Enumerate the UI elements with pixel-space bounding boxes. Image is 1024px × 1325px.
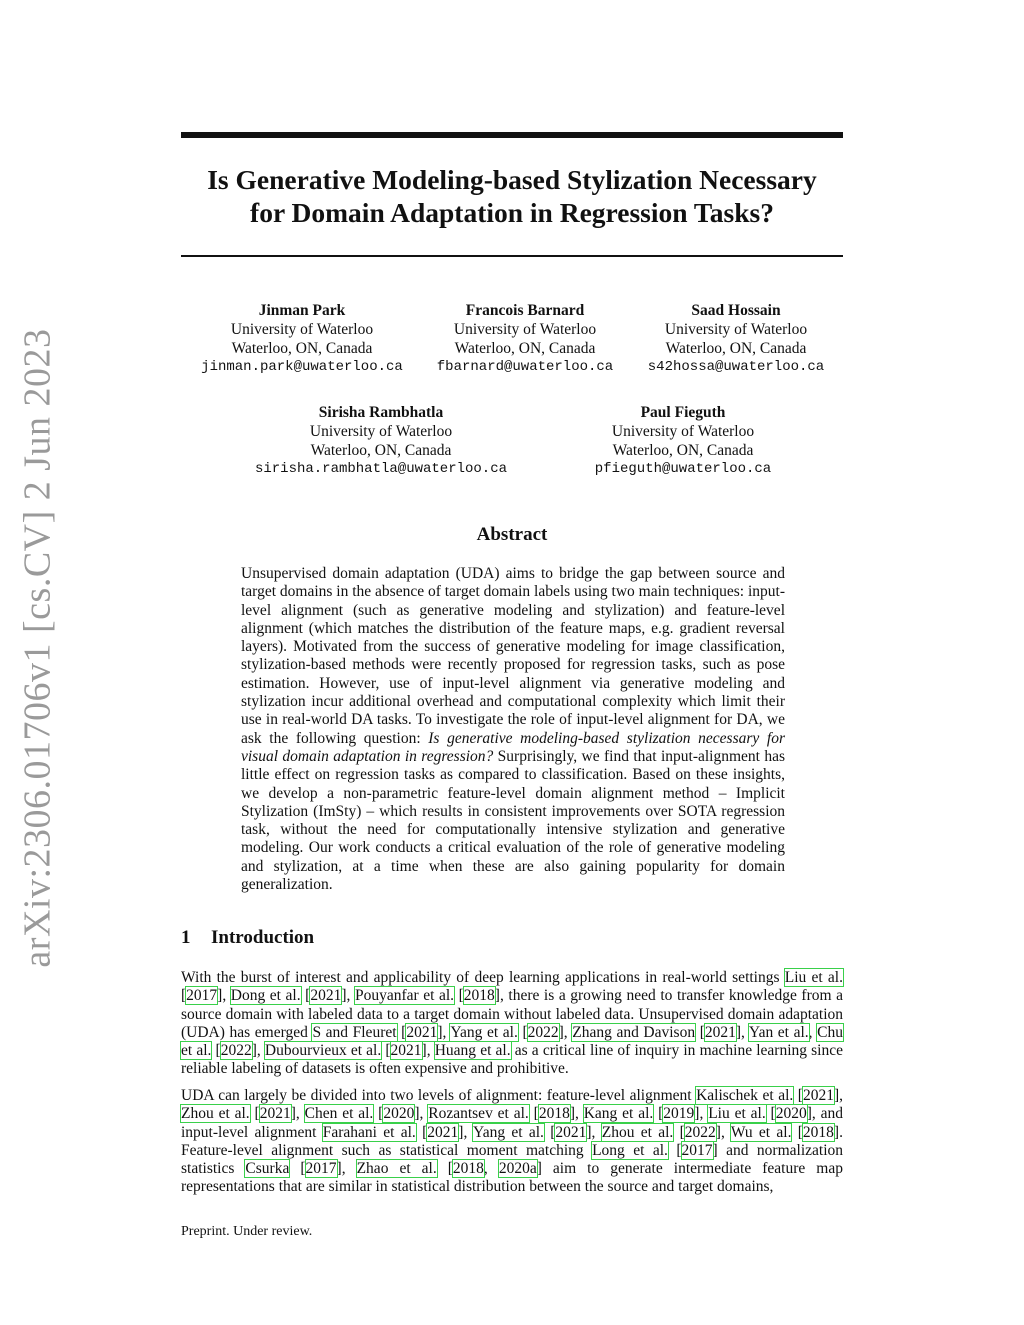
paragraph-text: ], bbox=[251, 1042, 265, 1060]
author-name: Jinman Park bbox=[258, 302, 346, 319]
citation-link[interactable]: Zhao et al. bbox=[356, 1160, 437, 1178]
paragraph-text: ] aim to generate intermediate feature map representations that are similar in statistical distribution between the source and target domains, bbox=[181, 1160, 843, 1196]
author-location: Waterloo, ON, Canada bbox=[454, 340, 596, 357]
abstract-text-a: Unsupervised domain adaptation (UDA) aims to bridge the gap between source and target domains in the absence of target domain labels using two main techniques: input-level alignment (such as generative modeling and stylization) and feature-level alignment (which matches the distribution of the feature maps, e.g. gradient reversal layers). Motivated from the success of generative modeling for image classification, stylization-based methods were recently proposed for regression tasks, such as pose estimation. However, use of input-level alignment via generative modeling and stylization incur additional overhead and computational complexity which limit their use in real-world DA tasks. To investigate the role of input-level alignment for DA, we ask the following question: bbox=[241, 565, 785, 747]
citation-link[interactable]: 2017 bbox=[305, 1160, 337, 1178]
author-name: Francois Barnard bbox=[465, 302, 585, 319]
citation-link[interactable]: Csurka bbox=[245, 1160, 290, 1178]
paper-title bbox=[181, 163, 843, 229]
paragraph-text: ], bbox=[336, 1160, 357, 1178]
paragraph-text: [ bbox=[396, 1023, 407, 1041]
author-location: Waterloo, ON, Canada bbox=[231, 340, 373, 357]
author-email: pfieguth@uwaterloo.ca bbox=[594, 461, 772, 477]
author-location: Waterloo, ON, Canada bbox=[665, 340, 807, 357]
citation-link[interactable]: Yang et al. bbox=[450, 1023, 518, 1041]
author-name: Paul Fieguth bbox=[640, 404, 726, 421]
citation-link[interactable]: 2020 bbox=[775, 1105, 807, 1123]
citation-link[interactable]: 2020a bbox=[498, 1160, 537, 1178]
citation-link[interactable]: Kalischek et al. bbox=[696, 1087, 794, 1104]
citation-link[interactable]: 2022 bbox=[684, 1123, 716, 1141]
title-rule-top bbox=[181, 132, 843, 138]
citation-link[interactable]: Liu et al. bbox=[784, 969, 843, 986]
paragraph-text: [ bbox=[673, 1123, 685, 1141]
author-block bbox=[191, 301, 413, 377]
citation-link[interactable]: S and Fleuret bbox=[312, 1023, 397, 1041]
paragraph-text: [ bbox=[289, 1160, 306, 1178]
paragraph-text: [ bbox=[249, 1105, 260, 1123]
citation-link[interactable]: 2021 bbox=[555, 1123, 587, 1141]
citation-link[interactable]: 2022 bbox=[220, 1042, 252, 1060]
citation-link[interactable]: Dubourvieux et al. bbox=[264, 1042, 382, 1060]
author-location: Waterloo, ON, Canada bbox=[310, 442, 452, 459]
paragraph-text: [ bbox=[373, 1105, 384, 1123]
citation-link[interactable]: Zhou et al. bbox=[601, 1123, 674, 1141]
intro-paragraph-1 bbox=[181, 969, 843, 1079]
citation-link[interactable]: Huang et al. bbox=[434, 1042, 511, 1060]
citation-link[interactable]: 2021 bbox=[704, 1023, 736, 1041]
paragraph-text: [ bbox=[543, 1123, 556, 1141]
author-email: sirisha.rambhatla@uwaterloo.ca bbox=[254, 461, 508, 477]
paragraph-text: [ bbox=[695, 1023, 705, 1041]
preprint-footer: Preprint. Under review. bbox=[181, 1224, 313, 1239]
author-email: jinman.park@uwaterloo.ca bbox=[201, 359, 403, 375]
abstract-question: Is generative modeling-based stylization necessary for visual domain adaptation in regression? bbox=[241, 729, 786, 765]
citation-link[interactable]: 2021 bbox=[259, 1105, 291, 1123]
citation-link[interactable]: 2017 bbox=[681, 1141, 713, 1159]
paragraph-text: ], bbox=[558, 1023, 573, 1041]
author-block bbox=[240, 403, 522, 479]
citation-link[interactable]: Chu et al. bbox=[181, 1023, 843, 1060]
abstract-heading: Abstract bbox=[476, 524, 548, 545]
author-affiliation: University of Waterloo bbox=[611, 423, 755, 440]
section-heading-introduction bbox=[181, 927, 314, 949]
title-rule-bottom bbox=[181, 255, 843, 257]
citation-link[interactable]: Zhang and Davison bbox=[572, 1023, 696, 1041]
citation-link[interactable]: Yan et al. bbox=[748, 1023, 809, 1041]
citation-link[interactable]: 2022 bbox=[527, 1023, 559, 1041]
citation-link[interactable]: 2021 bbox=[390, 1042, 422, 1060]
author-block bbox=[636, 301, 836, 377]
arxiv-identifier-stamp bbox=[6, 327, 70, 968]
paragraph-text: ], bbox=[414, 1105, 429, 1123]
author-affiliation: University of Waterloo bbox=[664, 321, 808, 338]
citation-link[interactable]: Wu et al. bbox=[730, 1123, 792, 1141]
paragraph-text: ], bbox=[290, 1105, 305, 1123]
paragraph-text: [ bbox=[653, 1105, 664, 1123]
author-affiliation: University of Waterloo bbox=[230, 321, 374, 338]
paragraph-text: ] and normalization statistics bbox=[181, 1141, 843, 1178]
citation-link[interactable]: Kang et al. bbox=[583, 1105, 654, 1123]
citation-link[interactable]: 2021 bbox=[310, 987, 342, 1005]
paragraph-text: ]. Feature-level alignment such as statistical moment matching bbox=[181, 1123, 843, 1159]
paragraph-text: ], bbox=[715, 1123, 731, 1141]
paragraph-text: ], bbox=[437, 1023, 451, 1041]
paragraph-text: UDA can largely be divided into two levels of alignment: feature-level alignment bbox=[181, 1087, 697, 1104]
paragraph-text: ], bbox=[569, 1105, 584, 1123]
citation-link[interactable]: 2021 bbox=[406, 1023, 438, 1041]
paragraph-text: [ bbox=[181, 987, 187, 1005]
citation-link[interactable]: Dong et al. bbox=[230, 987, 301, 1005]
citation-link[interactable]: Yang et al. bbox=[473, 1123, 544, 1141]
paragraph-text: [ bbox=[454, 987, 464, 1005]
paragraph-text: ], there is a growing need to transfer knowledge from a source domain with labeled data to a target domain without labeled data. Unsupervised domain adaptation (UDA) has emerged bbox=[181, 987, 843, 1041]
paragraph-text: [ bbox=[528, 1105, 539, 1123]
section-number: 1 bbox=[181, 927, 191, 948]
citation-link[interactable]: Farahani et al. bbox=[322, 1123, 416, 1141]
paragraph-text: ], bbox=[421, 1042, 435, 1060]
citation-link[interactable]: Pouyanfar et al. bbox=[354, 987, 455, 1005]
author-affiliation: University of Waterloo bbox=[309, 423, 453, 440]
paragraph-text: ], bbox=[341, 987, 355, 1005]
paragraph-text: [ bbox=[211, 1042, 221, 1060]
citation-link[interactable]: Liu et al. bbox=[708, 1105, 766, 1123]
paragraph-text: [ bbox=[667, 1141, 682, 1159]
author-block bbox=[420, 301, 630, 377]
author-name: Sirisha Rambhatla bbox=[318, 404, 444, 421]
paragraph-text: [ bbox=[436, 1160, 453, 1178]
paragraph-text: , bbox=[483, 1160, 499, 1178]
citation-link[interactable]: 2021 bbox=[427, 1123, 459, 1141]
paragraph-text: ], bbox=[586, 1123, 602, 1141]
paragraph-text: as a critical line of inquiry in machine learning since reliable labeling of datasets is often expensive and prohibitive. bbox=[181, 1042, 843, 1078]
author-email: s42hossa@uwaterloo.ca bbox=[647, 359, 825, 375]
author-location: Waterloo, ON, Canada bbox=[612, 442, 754, 459]
intro-paragraph-2 bbox=[181, 1087, 843, 1197]
paragraph-text: [ bbox=[415, 1123, 428, 1141]
citation-link[interactable]: 2018 bbox=[452, 1160, 484, 1178]
citation-link[interactable]: Long et al. bbox=[592, 1141, 668, 1159]
paragraph-text: [ bbox=[793, 1087, 803, 1104]
paragraph-text: , bbox=[808, 1023, 818, 1041]
title-line-1: Is Generative Modeling-based Stylization Necessary bbox=[207, 164, 817, 195]
paragraph-text: ], bbox=[833, 1087, 843, 1104]
paragraph-text: ], bbox=[458, 1123, 474, 1141]
citation-link[interactable]: 2019 bbox=[663, 1105, 695, 1123]
citation-link[interactable]: Rozantsev et al. bbox=[428, 1105, 529, 1123]
author-affiliation: University of Waterloo bbox=[453, 321, 597, 338]
author-name: Saad Hossain bbox=[691, 302, 781, 319]
citation-link[interactable]: 2021 bbox=[802, 1087, 834, 1104]
section-title: Introduction bbox=[211, 927, 315, 948]
arxiv-identifier-text: arXiv:2306.01706v1 [cs.CV] 2 Jun 2023 bbox=[17, 327, 59, 968]
paragraph-text: ], and input-level alignment bbox=[181, 1105, 844, 1141]
paragraph-text: [ bbox=[517, 1023, 528, 1041]
paragraph-text: ], bbox=[735, 1023, 749, 1041]
title-line-2: for Domain Adaptation in Regression Tasks? bbox=[250, 197, 774, 228]
abstract-text-b: Surprisingly, we find that input-alignment has little effect on regression tasks as compared to classification. Based on these insights, we develop a non-parametric feature-level domain alignment method – Implicit Stylization (ImSty) – which results in consistent improvements over SOTA regression task, without the need for computationally intensive stylization and generative modeling. Our work conducts a critical evaluation of the role of generative modeling and stylization, at a time when these are also gaining popularity for domain generalization. bbox=[241, 747, 786, 894]
citation-link[interactable]: 2020 bbox=[383, 1105, 415, 1123]
citation-link[interactable]: 2018 bbox=[538, 1105, 570, 1123]
paragraph-text: [ bbox=[765, 1105, 776, 1123]
citation-link[interactable]: 2017 bbox=[186, 987, 218, 1005]
paragraph-text: With the burst of interest and applicability of deep learning applications in real-world settings bbox=[181, 969, 785, 986]
citation-link[interactable]: 2018 bbox=[463, 987, 495, 1005]
paragraph-text: [ bbox=[791, 1123, 803, 1141]
paragraph-text: ], bbox=[217, 987, 231, 1005]
paragraph-text: ], bbox=[694, 1105, 709, 1123]
citation-link[interactable]: 2018 bbox=[802, 1123, 834, 1141]
paragraph-text: [ bbox=[300, 987, 311, 1005]
author-block bbox=[575, 403, 791, 479]
abstract-body bbox=[241, 565, 785, 894]
citation-link[interactable]: Chen et al. bbox=[304, 1105, 374, 1123]
author-email: fbarnard@uwaterloo.ca bbox=[436, 359, 614, 375]
citation-link[interactable]: Zhou et al. bbox=[181, 1105, 250, 1123]
paragraph-text: [ bbox=[381, 1042, 391, 1060]
